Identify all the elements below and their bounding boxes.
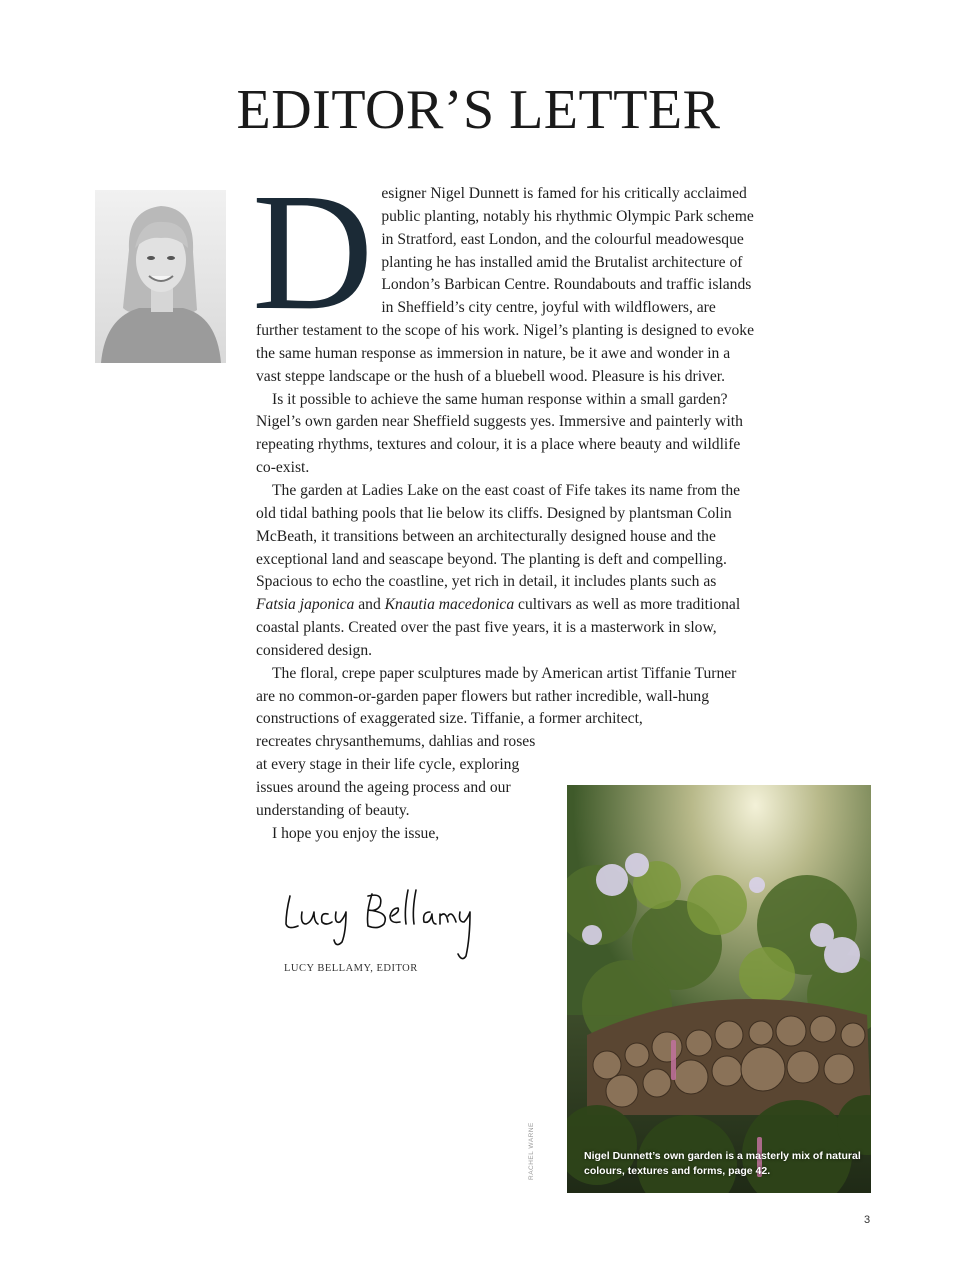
drop-cap: D [252,159,374,345]
letter-paragraph-2: Is it possible to achieve the same human response within a small garden? Nigel’s own garden near Sheffield suggests yes. Immersive and painterly with repeating rhythms, textures and colour, it is a place where beauty and wildlife co-exist. [256,390,743,477]
editor-name: LUCY BELLAMY, EDITOR [284,963,418,974]
editor-portrait [95,190,226,363]
paragraph-3-and: and [354,596,385,614]
letter-closing: I hope you enjoy the issue, [272,824,440,842]
garden-photo-image [567,785,871,1193]
letter-paragraph-1 [252,159,756,389]
paragraph-1-text: esigner Nigel Dunnett is famed for his critically acclaimed public planting, notably his rhythmic Olympic Park scheme in Stratford, east London, and the colourful meadowesque planting he has installed amid the Brutalist architecture of London’s Barbican Centre. Roundabouts and traffic islands in Sheffield’s city centre, joyful with wildflowers, are further testament to the scope of his work. Nigel’s planting is designed to evoke the same human response as immersion in nature, be it awe and wonder in a vast steppe landscape or the hush of a bluebell wood. Pleasure is his driver. [256,185,755,385]
page-title: EDITOR’S LETTER [236,79,721,141]
editor-signature [280,882,480,967]
plant-name-knautia: Knautia macedonica [384,596,515,614]
paragraph-3-text-b: cultivars as well as more traditional coastal plants. Created over the past five years, it is a masterwork in slow, considered design. [256,596,741,659]
paragraph-3-text-a: The garden at Ladies Lake on the east coast of Fife takes its name from the old tidal bathing pools that lie below its cliffs. Designed by plantsman Colin McBeath, it transitions between an architecturally designed house and the exceptional land and seascape beyond. The planting is deft and compelling. Spacious to echo the coastline, yet rich in detail, it includes plants such as [256,481,741,591]
editor-portrait-image [95,190,226,363]
letter-body [252,159,756,845]
letter-paragraph-3 [256,480,756,663]
letter-paragraph-4: The floral, crepe paper sculptures made by American artist Tiffanie Turner are no common-or-garden paper flowers but rather incredible, wall-hung constructions of exaggerated size. Tiffanie, a former architect, [256,664,737,728]
photo-caption: Nigel Dunnett’s own garden is a masterly mix of natural colours, textures and forms, page 42. [584,1150,861,1177]
letter-paragraph-4-continued: recreates chrysanthemums, dahlias and roses at every stage in their life cycle, exploring issues around the ageing process and our understanding of beauty. [256,733,536,819]
page-number: 3 [864,1214,871,1226]
garden-photo [567,785,871,1193]
plant-name-fatsia: Fatsia japonica [256,596,355,614]
photo-credit: RACHEL WARNE [528,1122,535,1180]
